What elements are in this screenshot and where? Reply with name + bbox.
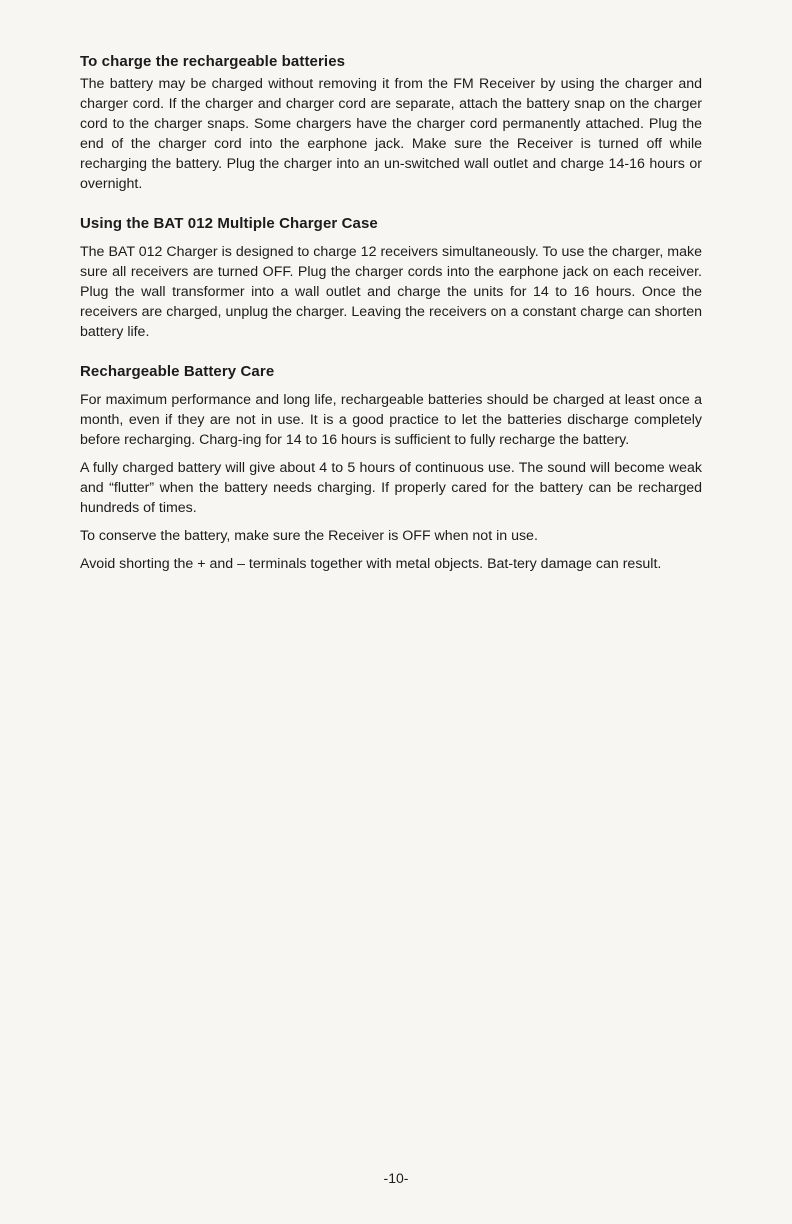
section-charge-rechargeable-batteries (80, 52, 702, 194)
section-heading: Rechargeable Battery Care (80, 363, 275, 380)
section-multiple-charger-case (80, 214, 702, 342)
section-battery-care (80, 362, 702, 574)
section-paragraph: The BAT 012 Charger is designed to charge 12 receivers simultaneously. To use the charger, make sure all receivers are turned OFF. Plug the charger cords into the earphone jack on each receiver. Plug the wall transformer into a wall outlet and charge the units for 14 to 16 hours. Once the receivers are charged, unplug the charger. Leaving the receivers on a constant charge can shorten battery life. (80, 244, 702, 340)
section-paragraph: To conserve the battery, make sure the Receiver is OFF when not in use. (80, 528, 538, 544)
section-heading: Using the BAT 012 Multiple Charger Case (80, 215, 378, 232)
section-heading: To charge the rechargeable batteries (80, 53, 346, 70)
section-paragraph: Avoid shorting the + and – terminals together with metal objects. Bat-tery damage can result. (80, 556, 662, 572)
section-paragraph: A fully charged battery will give about 4 to 5 hours of continuous use. The sound will become weak and “flutter” when the battery needs charging. If properly cared for the battery can be recharged hundreds of times. (80, 460, 702, 516)
section-paragraph: For maximum performance and long life, rechargeable batteries should be charged at least once a month, even if they are not in use. It is a good practice to let the batteries discharge completely before recharging. Charg-ing for 14 to 16 hours is sufficient to fully recharge the battery. (80, 392, 702, 448)
page-number: -10- (383, 1170, 409, 1186)
section-paragraph: The battery may be charged without removing it from the FM Receiver by using the charger and charger cord. If the charger and charger cord are separate, attach the battery snap on the charger cord to the charger snaps. Some chargers have the charger cord permanently attached. Plug the end of the charger cord into the earphone jack. Make sure the Receiver is turned off while recharging the battery. Plug the charger into an un-switched wall outlet and charge 14-16 hours or overnight. (80, 76, 702, 192)
manual-page (80, 52, 702, 594)
